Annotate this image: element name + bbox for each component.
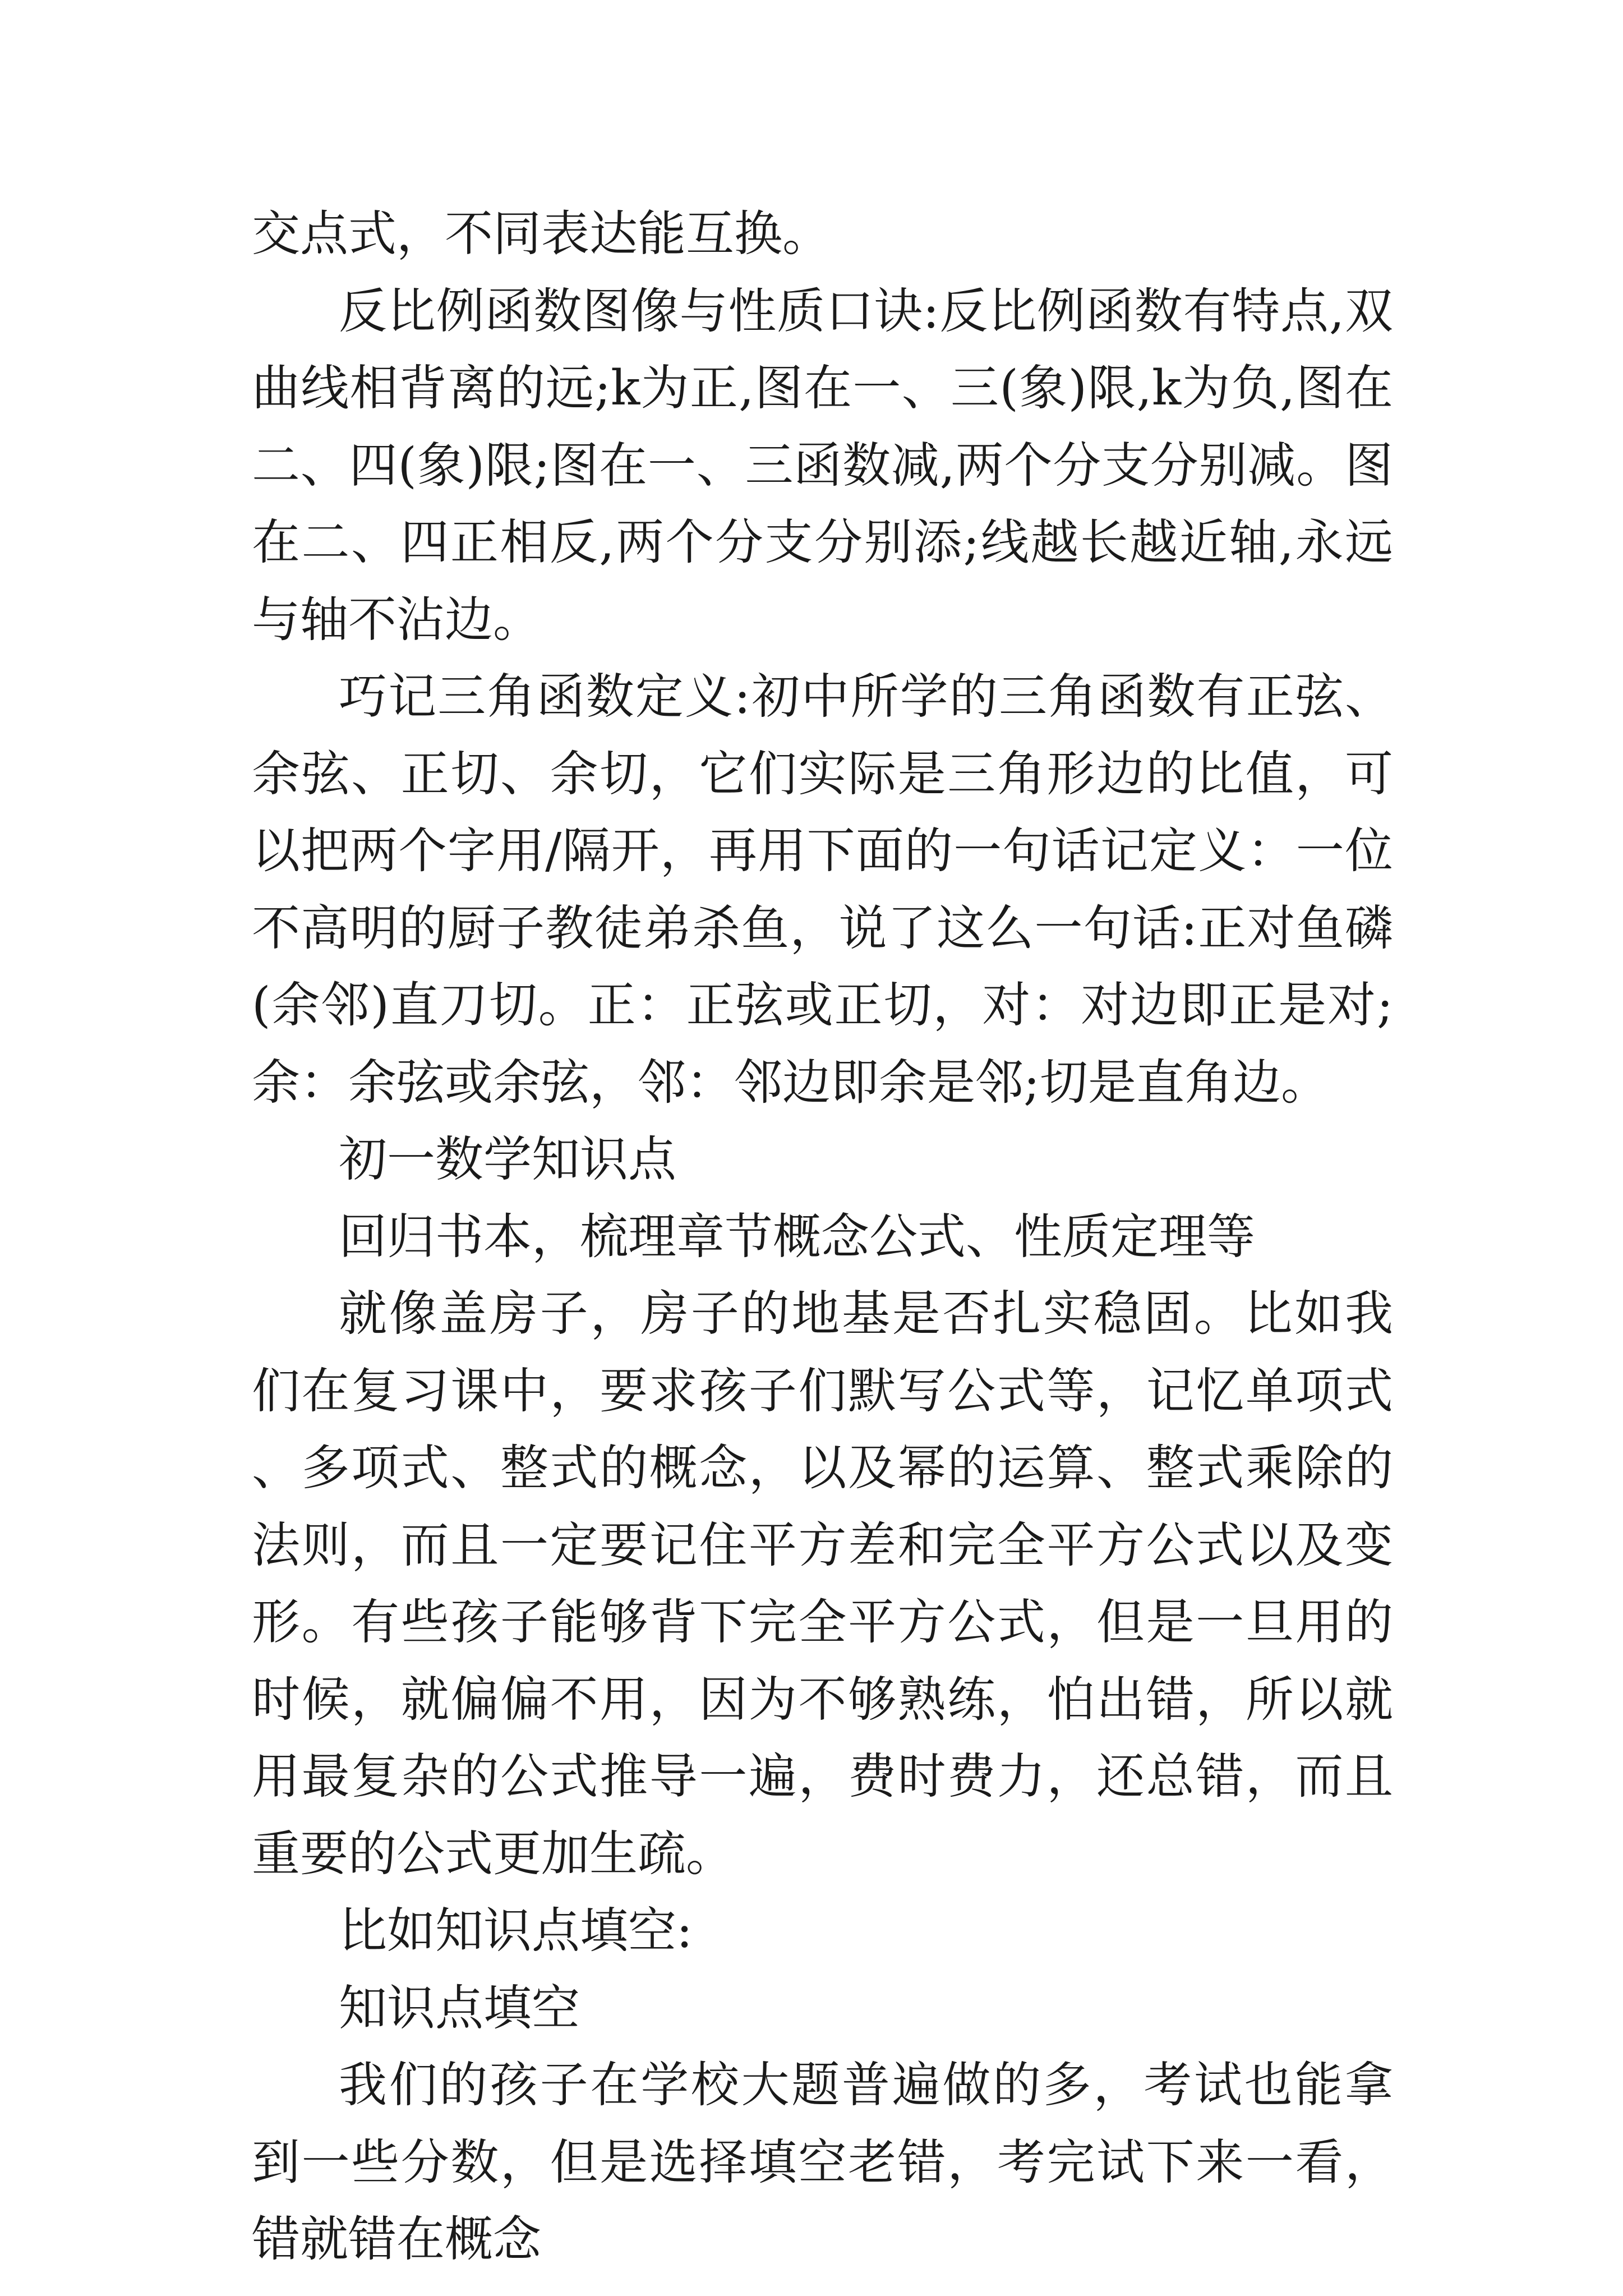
heading-fill-in-blanks: 知识点填空 [339,1980,580,2036]
paragraph-conclusion: 我们的孩子在学校大题普遍做的多，考试也能拿到一些分数，但是选择填空老错，考完试下来一看，错就错在概念 [252,2057,1393,2267]
paragraph-trig-definition-mnemonic: 巧记三角函数定义:初中所学的三角函数有正弦、余弦、正切、余切，它们实际是三角形边的比值，可以把两个字用/隔开，再用下面的一句话记定义：一位不高明的厨子教徒弟杀鱼，说了这么一句话:正对鱼磷(余邻)直刀切。正：正弦或正切，对：对边即正是对;余：余弦或余弦，邻：邻边即余是邻;切是直角边。 [252,669,1393,1111]
document-body [252,196,1393,2279]
paragraph-example-intro: 比如知识点填空: [339,1903,693,1959]
heading-grade7-math: 初一数学知识点 [339,1131,676,1188]
paragraph-inverse-proportion-mnemonic: 反比例函数图像与性质口诀:反比例函数有特点,双曲线相背离的远;k为正,图在一、三(象)限,k为负,图在二、四(象)限;图在一、三函数减,两个分支分别减。图在二、四正相反,两个分支分别添;线越长越近轴,永远与轴不沾边。 [252,283,1393,648]
paragraph-continuation: 交点式，不同表达能互换。 [252,206,831,262]
paragraph-foundation: 就像盖房子，房子的地基是否扎实稳固。比如我们在复习课中，要求孩子们默写公式等，记忆单项式、多项式、整式的概念，以及幂的运算、整式乘除的法则，而且一定要记住平方差和完全平方公式以及变形。有些孩子能够背下完全平方公式，但是一旦用的时候，就偏偏不用，因为不够熟练，怕出错，所以就用最复杂的公式推导一遍，费时费力，还总错，而且重要的公式更加生疏。 [252,1286,1393,1882]
heading-review-textbook: 回归书本，梳理章节概念公式、性质定理等 [339,1208,1255,1265]
